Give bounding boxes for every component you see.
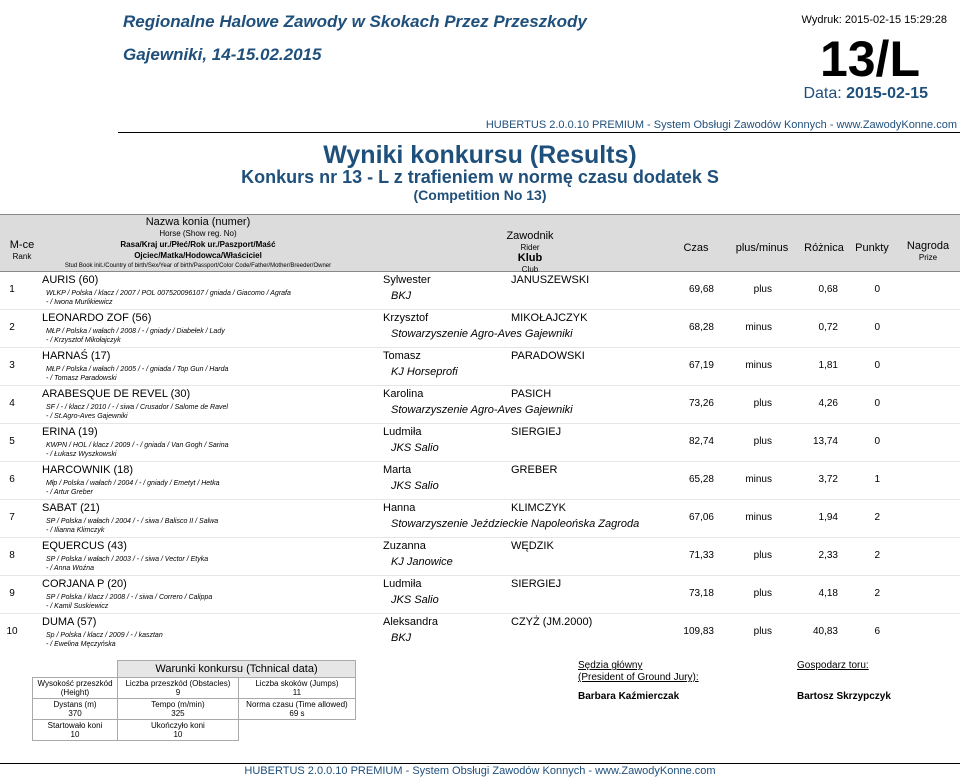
competition-code: 13/L [819,31,920,87]
rider-first-name: Karolina [383,388,424,400]
footer-divider [0,763,960,764]
table-row [0,500,960,539]
col-diff: Różnica [804,242,844,254]
horse-details: Sp / Polska / klacz / 2009 / - / kasztan - / Ewelina Męczyńska [46,632,163,648]
time-value: 71,33 [688,550,714,561]
time-value: 68,28 [688,322,714,333]
plusminus-value: minus [745,474,772,485]
col-rank: M-ce Rank [9,239,35,261]
club-name: KJ Janowice [391,556,453,568]
horse-details: SF / - / klacz / 2010 / - / siwa / Crusador / Salome de Ravel - / St.Agro-Aves Gajewniki [46,404,228,420]
row-divider [0,309,960,310]
club-name: Stowarzyszenie Agro-Aves Gajewniki [391,328,573,340]
rider-first-name: Krzysztof [383,312,429,324]
time-allowed-value: 69 s [289,709,305,718]
competition-date [803,85,928,103]
results-title: Wyniki konkursu (Results) [323,141,637,169]
technical-data-table [32,660,356,741]
horse-name: ARABESQUE DE REVEL (30) [42,388,191,400]
diff-value: 40,83 [812,626,838,637]
horse-name: SABAT (21) [42,502,100,514]
table-row [0,538,960,577]
diff-value: 3,72 [818,474,838,485]
diff-value: 0,68 [818,284,838,295]
plusminus-value: minus [745,512,772,523]
col-rider: Zawodnik Rider Klub Club [506,230,554,274]
points-value: 1 [874,474,880,485]
plusminus-value: plus [753,398,772,409]
time-value: 73,26 [688,398,714,409]
date-value: 2015-02-15 [846,85,928,102]
time-allowed-cell: Norma czasu (Time allowed) 69 s [238,699,355,720]
horse-name: HARNAŚ (17) [42,350,111,362]
results-table-header [0,214,960,272]
rider-last-name: PARADOWSKI [511,350,585,362]
rider-first-name: Sylwester [383,274,431,286]
rider-last-name: CZYŻ (JM.2000) [511,616,593,628]
competition-title: Konkurs nr 13 - L z trafieniem w normę czasu dodatek S [241,167,719,187]
rider-last-name: JANUSZEWSKI [511,274,590,286]
row-divider [0,499,960,500]
points-value: 2 [874,588,880,599]
date-label: Data: [803,85,842,102]
horse-name: DUMA (57) [42,616,97,628]
host-label: Gospodarz toru: [797,660,869,671]
finished-cell: Ukończyło koni 10 [118,720,239,741]
table-row [0,272,960,311]
competition-number: (Competition No 13) [413,187,547,203]
rider-last-name: MIKOŁAJCZYK [511,312,588,324]
rank: 5 [9,436,15,447]
row-divider [0,385,960,386]
judge-label: Sędzia główny [578,660,643,671]
obstacles-cell: Liczba przeszkód (Obstacles) 9 [118,678,239,699]
plusminus-value: minus [745,322,772,333]
host-name: Bartosz Skrzypczyk [797,691,891,702]
horse-details: MŁP / Polska / wałach / 2005 / - / gniada / Top Gun / Harda - / Tomasz Paradowski [46,366,229,382]
rank: 1 [9,284,15,295]
diff-value: 1,81 [818,360,838,371]
rank: 6 [9,474,15,485]
horse-details: MŁP / Polska / wałach / 2008 / - / gniady / Diabełek / Lady - / Krzysztof Mikołajczyk [46,328,225,344]
event-subtitle: Gajewniki, 14-15.02.2015 [123,45,322,64]
rider-first-name: Aleksandra [383,616,439,628]
footer-system-line: HUBERTUS 2.0.0.10 PREMIUM - System Obsługi Zawodów Konnych - www.ZawodyKonne.com [244,765,716,777]
row-divider [0,423,960,424]
horse-details: Młp / Polska / wałach / 2004 / - / gniady / Emetyt / Hetka - / Artur Greber [46,480,220,496]
plusminus-value: plus [753,284,772,295]
horse-name: LEONARDO ZOF (56) [42,312,152,324]
rider-first-name: Tomasz [383,350,421,362]
time-value: 69,68 [688,284,714,295]
rider-last-name: SIERGIEJ [511,578,562,590]
club-name: JKS Salio [391,594,439,606]
row-divider [0,347,960,348]
time-value: 73,18 [688,588,714,599]
obstacles-value: 9 [175,688,181,697]
started-value: 10 [70,730,80,739]
header-divider [118,132,960,133]
judge-label-en: (President of Ground Jury): [578,672,699,683]
diff-value: 13,74 [812,436,838,447]
points-value: 0 [874,322,880,333]
club-name: Stowarzyszenie Jeździeckie Napoleońska Zagroda [391,518,640,530]
diff-value: 2,33 [818,550,838,561]
rider-first-name: Ludmiła [383,578,422,590]
started-cell: Startowało koni 10 [33,720,118,741]
table-row [0,462,960,501]
distance-cell: Dystans (m) 370 [33,699,118,720]
horse-details: WLKP / Polska / klacz / 2007 / POL 007520096107 / gniada / Giacomo / Agrafa - / Iwona Murlikiewicz [46,290,291,306]
height-label: Wysokość przeszkód (Height) [33,678,118,699]
time-value: 65,28 [688,474,714,485]
judge-block [578,660,699,684]
event-title: Regionalne Halowe Zawody w Skokach Przez Przeszkody [123,12,587,31]
table-row [0,348,960,387]
col-horse: Nazwa konia (numer) Horse (Show reg. No) Rasa/Kraj ur./Płeć/Rok ur./Paszport/Maść Ojciec/Matka/Hodowca/Właściciel Stud Book init./Country of birth/Sex/Year of birth/Passport/Color Code/Father/Mother/Breeder/Owner [64,216,332,269]
club-name: JKS Salio [391,442,439,454]
rider-first-name: Marta [383,464,412,476]
rank: 7 [9,512,15,523]
row-divider [0,461,960,462]
speed-value: 325 [171,709,185,718]
horse-details: SP / Polska / klacz / 2008 / - / siwa / Correro / Calippa - / Kamil Suskiewicz [46,594,213,610]
jumps-cell: Liczba skoków (Jumps) 11 [238,678,355,699]
club-name: Stowarzyszenie Agro-Aves Gajewniki [391,404,573,416]
jumps-value: 11 [292,688,302,697]
rider-last-name: PASICH [511,388,552,400]
diff-value: 1,94 [818,512,838,523]
points-value: 2 [874,512,880,523]
rider-last-name: KLIMCZYK [511,502,567,514]
club-name: BKJ [391,290,412,302]
time-value: 82,74 [688,436,714,447]
rider-last-name: SIERGIEJ [511,426,562,438]
horse-details: SP / Polska / wałach / 2004 / - / siwa / Balisco II / Salwa - / Ilianna Klimczyk [46,518,219,534]
horse-name: ERINA (19) [42,426,98,438]
points-value: 2 [874,550,880,561]
rider-first-name: Zuzanna [383,540,426,552]
rider-last-name: GREBER [511,464,558,476]
horse-name: HARCOWNIK (18) [42,464,134,476]
time-value: 67,06 [688,512,714,523]
finished-value: 10 [173,730,183,739]
diff-value: 0,72 [818,322,838,333]
col-points: Punkty [855,242,889,254]
diff-value: 4,18 [818,588,838,599]
table-row [0,614,960,653]
horse-name: CORJANA P (20) [42,578,127,590]
row-divider [0,537,960,538]
rank: 9 [9,588,15,599]
rider-last-name: WĘDZIK [511,540,554,552]
points-value: 0 [874,436,880,447]
col-plusminus: plus/minus [735,242,789,254]
plusminus-value: plus [753,588,772,599]
horse-name: EQUERCUS (43) [42,540,127,552]
rank: 8 [9,550,15,561]
rank: 4 [9,398,15,409]
rank: 3 [9,360,15,371]
horse-name: AURIS (60) [42,274,99,286]
print-timestamp: Wydruk: 2015-02-15 15:29:28 [801,14,947,26]
plusminus-value: plus [753,436,772,447]
system-line: HUBERTUS 2.0.0.10 PREMIUM - System Obsługi Zawodów Konnych - www.ZawodyKonne.com [485,119,957,131]
points-value: 6 [874,626,880,637]
table-row [0,386,960,425]
plusminus-value: plus [753,626,772,637]
row-divider [0,613,960,614]
row-divider [0,575,960,576]
judge-name: Barbara Kaźmierczak [578,691,680,702]
host-block [797,660,869,672]
plusminus-value: minus [745,360,772,371]
rank: 2 [9,322,15,333]
club-name: JKS Salio [391,480,439,492]
plusminus-value: plus [753,550,772,561]
time-value: 67,19 [688,360,714,371]
table-row [0,576,960,615]
col-time: Czas [683,242,709,254]
table-row [0,424,960,463]
distance-value: 370 [68,709,82,718]
rider-first-name: Hanna [383,502,416,514]
col-prize: Nagroda Prize [906,240,950,262]
club-name: KJ Horseprofi [391,366,458,378]
horse-details: SP / Polska / wałach / 2003 / - / siwa / Vector / Etyka - / Anna Woźna [46,556,209,572]
time-value: 109,83 [683,626,714,637]
speed-cell: Tempo (m/min) 325 [118,699,239,720]
rider-first-name: Ludmiła [383,426,422,438]
points-value: 0 [874,398,880,409]
points-value: 0 [874,360,880,371]
club-name: BKJ [391,632,412,644]
rank: 10 [6,626,18,637]
technical-data-title: Warunki konkursu (Tchnical data) [118,661,356,678]
points-value: 0 [874,284,880,295]
diff-value: 4,26 [818,398,838,409]
table-row [0,310,960,349]
horse-details: KWPN / HOL / klacz / 2009 / - / gniada / Van Gogh / Sarina - / Łukasz Wyszkowski [46,442,229,458]
